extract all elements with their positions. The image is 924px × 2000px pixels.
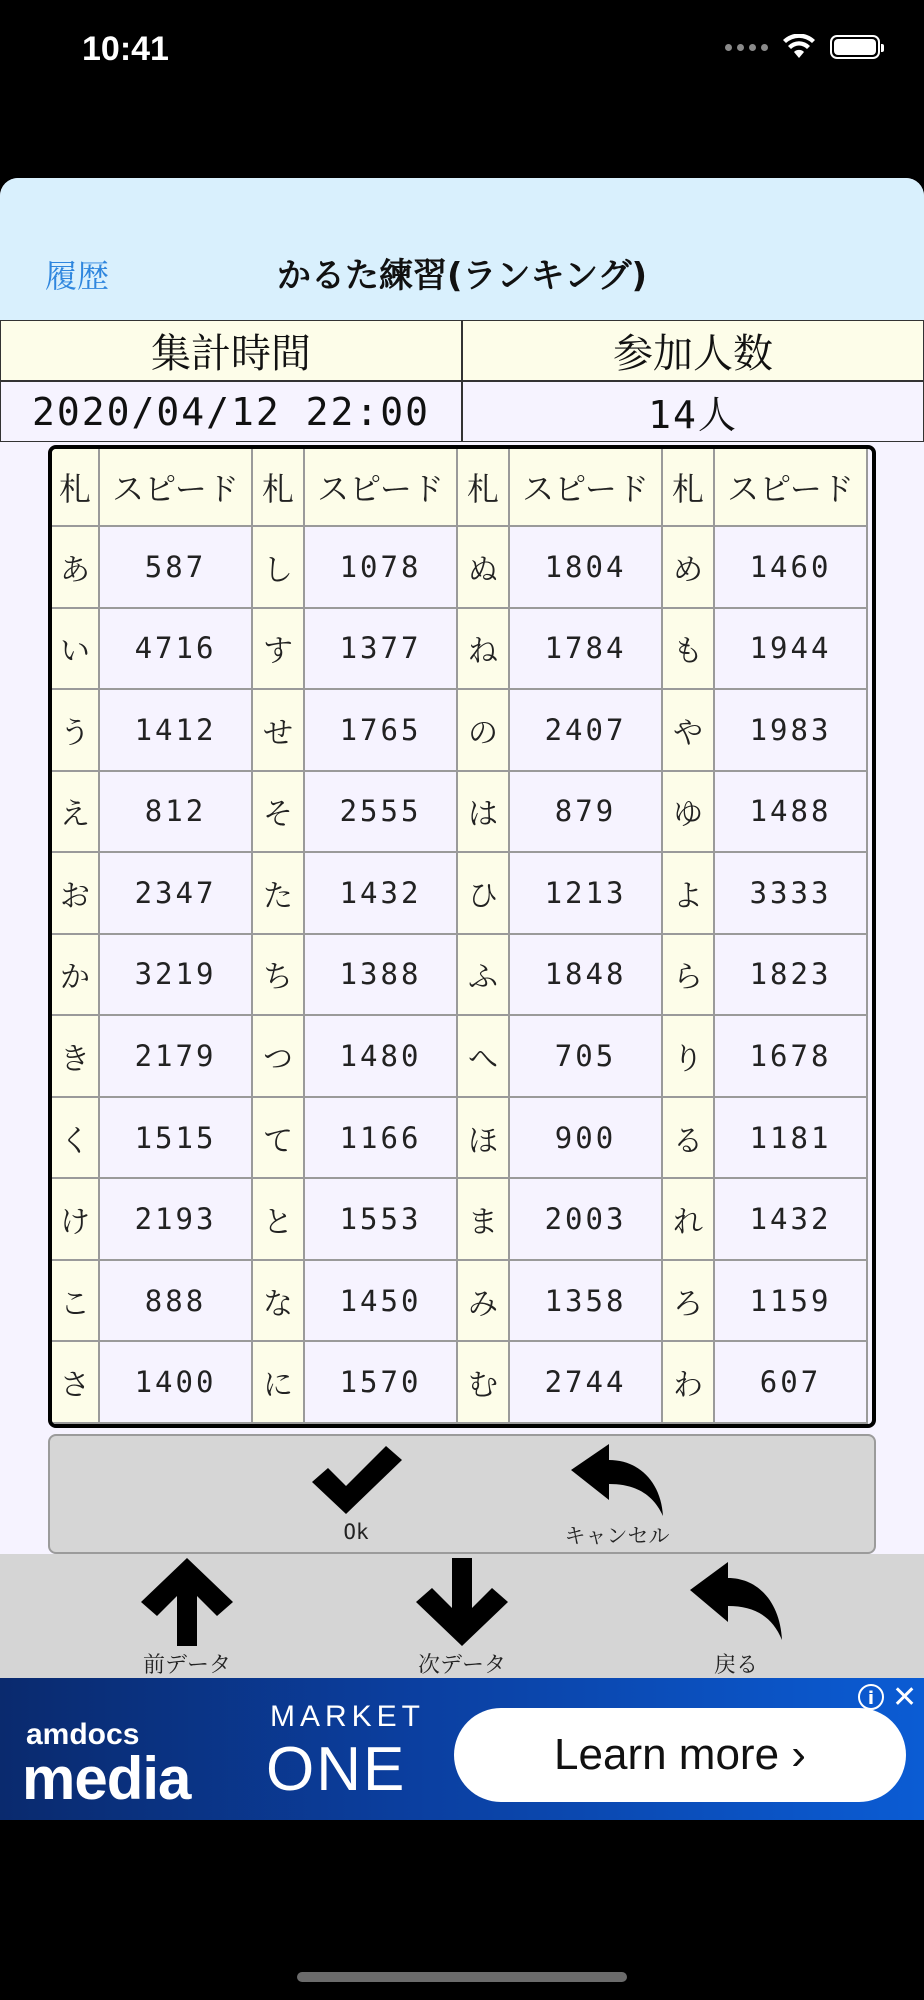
column-header-speed: スピード (305, 449, 458, 527)
speed-value-cell: 888 (100, 1261, 253, 1343)
column-header-card: 札 (458, 449, 510, 527)
card-kana-cell: ほ (458, 1098, 510, 1180)
card-kana-cell: に (253, 1342, 305, 1424)
speed-value-cell: 2407 (510, 690, 663, 772)
card-kana-cell: す (253, 609, 305, 691)
card-kana-cell: ゆ (663, 772, 715, 854)
column-header-speed: スピード (100, 449, 253, 527)
cancel-button[interactable] (537, 1442, 697, 1550)
card-kana-cell: け (52, 1179, 100, 1261)
speed-value-cell: 607 (715, 1342, 868, 1424)
speed-value-cell: 1944 (715, 609, 868, 691)
card-kana-cell: い (52, 609, 100, 691)
ranking-table (48, 445, 876, 1428)
battery-icon (830, 35, 880, 59)
speed-value-cell: 2003 (510, 1179, 663, 1261)
summary-time-value: 2020/04/12 22:00 (0, 381, 462, 442)
cancel-label: キャンセル (564, 1524, 670, 1548)
card-kana-cell: わ (663, 1342, 715, 1424)
page-title: かるた練習(ランキング) (276, 256, 648, 296)
speed-value-cell: 587 (100, 527, 253, 609)
card-kana-cell: み (458, 1261, 510, 1343)
reply-arrow-icon (567, 1442, 667, 1518)
card-kana-cell: ふ (458, 935, 510, 1017)
card-kana-cell: よ (663, 853, 715, 935)
card-kana-cell: つ (253, 1016, 305, 1098)
speed-value-cell: 1515 (100, 1098, 253, 1180)
status-time: 10:41 (82, 30, 169, 68)
speed-value-cell: 1450 (305, 1261, 458, 1343)
history-back-button[interactable]: 履歴 (45, 257, 110, 295)
speed-value-cell: 4716 (100, 609, 253, 691)
speed-value-cell: 1078 (305, 527, 458, 609)
speed-value-cell: 1213 (510, 853, 663, 935)
next-data-label: 次データ (417, 1653, 506, 1678)
speed-value-cell: 1678 (715, 1016, 868, 1098)
card-kana-cell: こ (52, 1261, 100, 1343)
ad-brand-top: amdocs (26, 1718, 140, 1751)
card-kana-cell: の (458, 690, 510, 772)
speed-value-cell: 2744 (510, 1342, 663, 1424)
speed-value-cell: 1804 (510, 527, 663, 609)
card-kana-cell: ち (253, 935, 305, 1017)
speed-value-cell: 1570 (305, 1342, 458, 1424)
card-kana-cell: も (663, 609, 715, 691)
ad-learn-more-button[interactable]: Learn more › (454, 1708, 906, 1802)
speed-value-cell: 1460 (715, 527, 868, 609)
arrow-down-icon (412, 1556, 512, 1648)
bottom-toolbar (0, 1554, 924, 1678)
card-kana-cell: め (663, 527, 715, 609)
card-kana-cell: へ (458, 1016, 510, 1098)
speed-value-cell: 2555 (305, 772, 458, 854)
speed-value-cell: 1553 (305, 1179, 458, 1261)
card-kana-cell: ま (458, 1179, 510, 1261)
card-kana-cell: え (52, 772, 100, 854)
column-header-speed: スピード (715, 449, 868, 527)
prev-data-label: 前データ (142, 1653, 231, 1678)
speed-value-cell: 1159 (715, 1261, 868, 1343)
summary-header-time: 集計時間 (0, 320, 462, 381)
card-kana-cell: あ (52, 527, 100, 609)
signal-dots-icon (725, 44, 768, 51)
speed-value-cell: 1480 (305, 1016, 458, 1098)
speed-value-cell: 3333 (715, 853, 868, 935)
card-kana-cell: か (52, 935, 100, 1017)
card-kana-cell: り (663, 1016, 715, 1098)
speed-value-cell: 2193 (100, 1179, 253, 1261)
speed-value-cell: 900 (510, 1098, 663, 1180)
back-button[interactable] (646, 1556, 826, 1679)
speed-value-cell: 3219 (100, 935, 253, 1017)
speed-value-cell: 1412 (100, 690, 253, 772)
card-kana-cell: む (458, 1342, 510, 1424)
column-header-card: 札 (663, 449, 715, 527)
next-data-button[interactable] (372, 1556, 552, 1679)
ok-button[interactable] (276, 1442, 436, 1550)
speed-value-cell: 1823 (715, 935, 868, 1017)
navigation-bar (0, 178, 924, 320)
action-panel (48, 1434, 876, 1554)
speed-value-cell: 1358 (510, 1261, 663, 1343)
speed-value-cell: 1432 (715, 1179, 868, 1261)
speed-value-cell: 1765 (305, 690, 458, 772)
summary-header-participants: 参加人数 (462, 320, 924, 381)
wifi-icon (782, 34, 816, 60)
speed-value-cell: 1848 (510, 935, 663, 1017)
speed-value-cell: 1400 (100, 1342, 253, 1424)
card-kana-cell: れ (663, 1179, 715, 1261)
card-kana-cell: せ (253, 690, 305, 772)
column-header-card: 札 (52, 449, 100, 527)
ok-label: Ok (343, 1520, 369, 1544)
ad-banner[interactable] (0, 1678, 924, 1820)
card-kana-cell: し (253, 527, 305, 609)
speed-value-cell: 1784 (510, 609, 663, 691)
card-kana-cell: ぬ (458, 527, 510, 609)
prev-data-button[interactable] (97, 1556, 277, 1679)
column-header-card: 札 (253, 449, 305, 527)
card-kana-cell: ろ (663, 1261, 715, 1343)
card-kana-cell: お (52, 853, 100, 935)
card-kana-cell: や (663, 690, 715, 772)
ranking-sheet (0, 178, 924, 1816)
card-kana-cell: た (253, 853, 305, 935)
card-kana-cell: は (458, 772, 510, 854)
home-indicator[interactable] (297, 1972, 627, 1982)
status-icons (725, 34, 880, 60)
card-kana-cell: ひ (458, 853, 510, 935)
speed-value-cell: 1388 (305, 935, 458, 1017)
speed-value-cell: 1983 (715, 690, 868, 772)
speed-value-cell: 1377 (305, 609, 458, 691)
card-kana-cell: き (52, 1016, 100, 1098)
card-kana-cell: そ (253, 772, 305, 854)
checkmark-icon (306, 1442, 406, 1518)
speed-value-cell: 1488 (715, 772, 868, 854)
card-kana-cell: さ (52, 1342, 100, 1424)
summary-table (0, 320, 924, 442)
card-kana-cell: ら (663, 935, 715, 1017)
speed-value-cell: 879 (510, 772, 663, 854)
close-icon[interactable]: ✕ (892, 1680, 918, 1715)
card-kana-cell: と (253, 1179, 305, 1261)
speed-value-cell: 1432 (305, 853, 458, 935)
speed-value-cell: 1181 (715, 1098, 868, 1180)
speed-value-cell: 705 (510, 1016, 663, 1098)
card-kana-cell: て (253, 1098, 305, 1180)
card-kana-cell: ね (458, 609, 510, 691)
card-kana-cell: な (253, 1261, 305, 1343)
speed-value-cell: 1166 (305, 1098, 458, 1180)
card-kana-cell: う (52, 690, 100, 772)
ad-brand-main: media (22, 1745, 191, 1812)
card-kana-cell: く (52, 1098, 100, 1180)
speed-value-cell: 2347 (100, 853, 253, 935)
ad-partner-main: ONE (266, 1735, 407, 1804)
info-icon[interactable]: i (858, 1684, 884, 1710)
speed-value-cell: 2179 (100, 1016, 253, 1098)
speed-value-cell: 812 (100, 772, 253, 854)
column-header-speed: スピード (510, 449, 663, 527)
summary-participants-value: 14人 (462, 381, 924, 442)
reply-arrow-icon (686, 1556, 786, 1648)
back-label: 戻る (713, 1653, 758, 1678)
ad-partner-top: MARKET (270, 1700, 426, 1733)
arrow-up-icon (137, 1556, 237, 1648)
card-kana-cell: る (663, 1098, 715, 1180)
